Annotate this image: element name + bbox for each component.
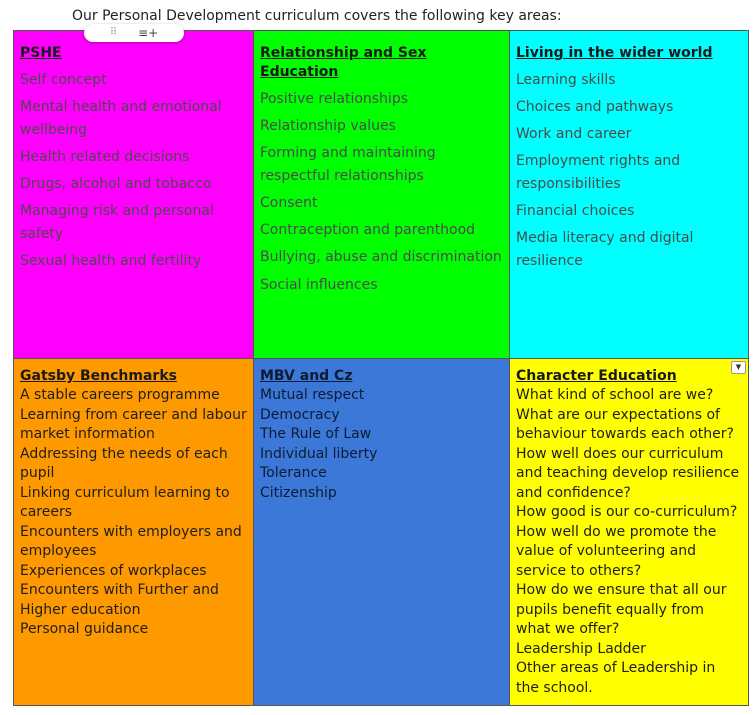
cell-item: Individual liberty — [260, 445, 378, 462]
cell-content — [510, 31, 748, 272]
cell-item: How good is our co-curriculum? — [516, 504, 738, 520]
cell-item: Drugs, alcohol and tobacco — [20, 176, 212, 192]
cell-rse[interactable] — [254, 31, 510, 359]
cell-item: Citizenship — [260, 484, 337, 501]
cell-heading: Living in the wider world — [516, 45, 713, 61]
cell-item: Social influences — [260, 276, 378, 293]
cell-character-education[interactable] — [510, 359, 749, 706]
cell-item: A stable careers programme — [20, 387, 220, 403]
cell-item: How do we ensure that all our pupils benefit equally from what we offer? — [516, 582, 727, 637]
cell-item: Linking curriculum learning to careers — [20, 484, 230, 520]
cell-item: Mutual respect — [260, 387, 365, 403]
cell-item: Personal guidance — [20, 621, 149, 637]
table-row — [14, 359, 749, 706]
cell-item: Self concept — [20, 72, 107, 88]
cell-item: Encounters with employers and employees — [20, 523, 242, 559]
cell-item: How well does our curriculum and teaching develop resilience and confidence? — [516, 445, 740, 501]
cell-item: Bullying, abuse and discrimination — [260, 249, 502, 265]
cell-mbv-and-cz[interactable] — [254, 359, 510, 706]
cell-item: Sexual health and fertility — [20, 253, 202, 269]
cell-item: What kind of school are we? — [516, 387, 714, 403]
cell-item: Learning from career and labour market information — [20, 406, 247, 442]
cell-heading: Character Education — [516, 368, 677, 384]
cell-item: Choices and pathways — [516, 99, 674, 115]
cell-item: The Rule of Law — [260, 426, 372, 442]
cell-item: Tolerance — [260, 465, 327, 481]
cell-item: Contraception and parenthood — [260, 222, 476, 238]
table-toolbar[interactable] — [84, 24, 184, 42]
cell-item: Managing risk and personal safety — [20, 203, 214, 242]
cell-heading: Gatsby Benchmarks — [20, 368, 177, 384]
cell-item: What are our expectations of behaviour towards each other? — [516, 406, 734, 442]
cell-item: Learning skills — [516, 72, 616, 88]
table-options-icon[interactable]: ≡+ — [138, 26, 159, 40]
curriculum-table — [13, 27, 749, 706]
cell-item: Work and career — [516, 126, 632, 142]
cell-living-wider-world[interactable] — [510, 31, 749, 359]
cell-content — [14, 27, 253, 272]
cell-item: Leadership Ladder — [516, 640, 646, 657]
cell-item: Democracy — [260, 406, 340, 423]
cell-item: Forming and maintaining respectful relationships — [260, 145, 436, 184]
cell-content — [510, 359, 748, 698]
cell-pshe[interactable] — [14, 27, 254, 359]
cell-item: Media literacy and digital resilience — [516, 230, 694, 269]
table-row — [14, 31, 749, 359]
cell-content — [254, 359, 509, 503]
cell-item: Relationship values — [260, 118, 396, 134]
cell-content — [14, 359, 253, 640]
cell-item: How well do we promote the value of volunteering and service to others? — [516, 523, 717, 579]
intro-text: Our Personal Development curriculum covers the following key areas: — [72, 8, 562, 24]
cell-heading: Relationship and Sex Education — [260, 45, 427, 80]
drag-handle-icon[interactable]: ⠿ — [109, 27, 117, 38]
cell-heading: PSHE — [20, 45, 62, 61]
cell-item: Other areas of Leadership in the school. — [516, 660, 716, 696]
cell-item: Employment rights and responsibilities — [516, 153, 681, 192]
cell-heading: MBV and Cz — [260, 368, 353, 384]
cell-gatsby-benchmarks[interactable] — [14, 359, 254, 706]
cell-item: Addressing the needs of each pupil — [20, 445, 228, 481]
cell-dropdown-icon[interactable]: ▼ — [731, 361, 746, 374]
cell-item: Experiences of workplaces — [20, 562, 207, 579]
cell-content — [254, 31, 509, 296]
cell-item: Health related decisions — [20, 149, 190, 165]
cell-item: Financial choices — [516, 203, 635, 219]
cell-item: Positive relationships — [260, 91, 409, 107]
cell-item: Encounters with Further and Higher education — [20, 582, 219, 618]
cell-item: Consent — [260, 195, 318, 211]
cell-item: Mental health and emotional wellbeing — [20, 99, 222, 138]
